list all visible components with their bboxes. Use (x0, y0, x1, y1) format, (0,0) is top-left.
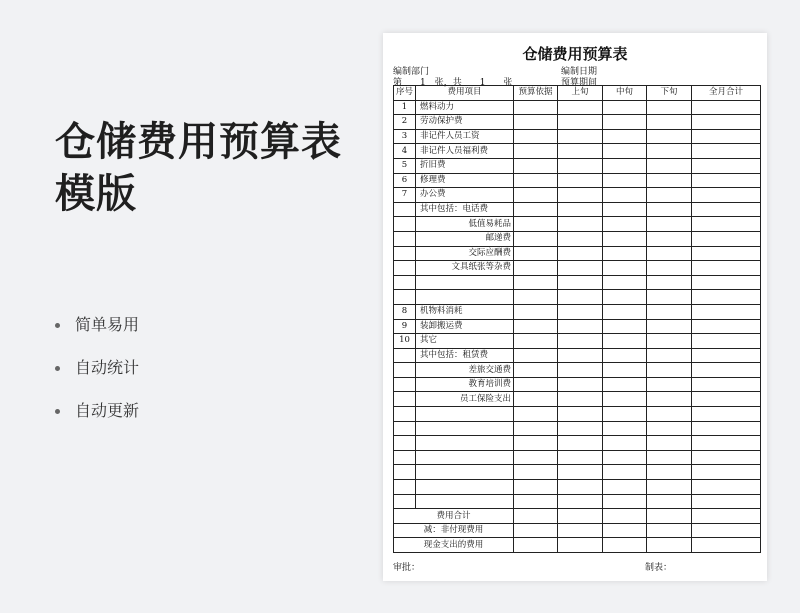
summary-label: 费用合计 (394, 509, 514, 524)
value-cell[interactable] (514, 421, 558, 436)
row-index (394, 261, 416, 276)
table-row (394, 392, 761, 407)
value-cell[interactable] (558, 377, 603, 392)
value-cell[interactable] (647, 319, 692, 334)
value-cell[interactable] (558, 275, 603, 290)
value-cell[interactable] (692, 348, 761, 363)
document-title: 仓储费用预算表 (522, 45, 628, 63)
value-cell[interactable] (647, 304, 692, 319)
table-row (394, 421, 761, 436)
value-cell[interactable] (647, 392, 692, 407)
value-cell[interactable] (647, 158, 692, 173)
value-cell[interactable] (558, 231, 603, 246)
value-cell[interactable] (514, 100, 558, 115)
value-cell[interactable] (603, 436, 647, 451)
value-cell[interactable] (514, 407, 558, 422)
value-cell[interactable] (514, 523, 558, 538)
row-item: 非记件人员工资 (416, 129, 514, 144)
row-index (394, 377, 416, 392)
value-cell[interactable] (692, 450, 761, 465)
slide-title-line1: 仓储费用预算表 (55, 119, 342, 165)
value-cell[interactable] (514, 480, 558, 495)
row-index (394, 436, 416, 451)
value-cell[interactable] (603, 334, 647, 349)
value-cell[interactable] (558, 436, 603, 451)
value-cell[interactable] (514, 465, 558, 480)
value-cell[interactable] (603, 100, 647, 115)
value-cell[interactable] (603, 290, 647, 305)
value-cell[interactable] (558, 246, 603, 261)
value-cell[interactable] (558, 465, 603, 480)
value-cell[interactable] (692, 158, 761, 173)
value-cell[interactable] (558, 290, 603, 305)
value-cell[interactable] (603, 363, 647, 378)
table-row (394, 363, 761, 378)
value-cell[interactable] (558, 480, 603, 495)
table-row (394, 407, 761, 422)
column-header: 下旬 (647, 86, 692, 101)
value-cell[interactable] (514, 290, 558, 305)
document-preview (383, 33, 767, 581)
value-cell[interactable] (692, 129, 761, 144)
value-cell[interactable] (514, 231, 558, 246)
value-cell[interactable] (603, 392, 647, 407)
value-cell[interactable] (514, 275, 558, 290)
value-cell[interactable] (603, 377, 647, 392)
maker-label: 制表： (645, 563, 673, 573)
value-cell[interactable] (647, 450, 692, 465)
value-cell[interactable] (647, 377, 692, 392)
value-cell[interactable] (558, 319, 603, 334)
row-item: 员工保险支出 (416, 392, 514, 407)
table-row (394, 129, 761, 144)
value-cell[interactable] (558, 304, 603, 319)
value-cell[interactable] (514, 363, 558, 378)
value-cell[interactable] (514, 158, 558, 173)
column-header: 上旬 (558, 86, 603, 101)
value-cell[interactable] (647, 538, 692, 553)
value-cell[interactable] (603, 407, 647, 422)
value-cell[interactable] (603, 158, 647, 173)
table-row (394, 158, 761, 173)
value-cell[interactable] (603, 304, 647, 319)
value-cell[interactable] (603, 246, 647, 261)
value-cell[interactable] (647, 188, 692, 203)
value-cell[interactable] (647, 421, 692, 436)
value-cell[interactable] (692, 465, 761, 480)
value-cell[interactable] (603, 188, 647, 203)
column-header: 序号 (394, 86, 416, 101)
slide-title (55, 116, 342, 220)
period-label: 预算期间 (561, 78, 598, 88)
value-cell[interactable] (558, 421, 603, 436)
row-index (394, 231, 416, 246)
value-cell[interactable] (514, 377, 558, 392)
value-cell[interactable] (514, 188, 558, 203)
value-cell[interactable] (558, 494, 603, 509)
row-item: 其中包括：租赁费 (416, 348, 514, 363)
table-row (394, 290, 761, 305)
value-cell[interactable] (603, 465, 647, 480)
table-row (394, 480, 761, 495)
value-cell[interactable] (603, 348, 647, 363)
value-cell[interactable] (692, 246, 761, 261)
row-item: 交际应酬费 (416, 246, 514, 261)
summary-label: 减：非付现费用 (394, 523, 514, 538)
row-item: 燃料动力 (416, 100, 514, 115)
value-cell[interactable] (514, 509, 558, 524)
table-row (394, 217, 761, 232)
row-index: 7 (394, 188, 416, 203)
feature-item: 自动更新 (55, 400, 139, 443)
row-item (416, 436, 514, 451)
value-cell[interactable] (558, 363, 603, 378)
row-item (416, 465, 514, 480)
value-cell[interactable] (558, 129, 603, 144)
column-header: 预算依据 (514, 86, 558, 101)
row-index (394, 480, 416, 495)
value-cell[interactable] (603, 129, 647, 144)
value-cell[interactable] (603, 509, 647, 524)
table-row (394, 334, 761, 349)
value-cell[interactable] (647, 231, 692, 246)
value-cell[interactable] (692, 421, 761, 436)
value-cell[interactable] (692, 392, 761, 407)
row-index (394, 392, 416, 407)
value-cell[interactable] (514, 319, 558, 334)
value-cell[interactable] (558, 173, 603, 188)
value-cell[interactable] (558, 523, 603, 538)
row-index: 10 (394, 334, 416, 349)
budget-table (393, 85, 761, 553)
row-item (416, 407, 514, 422)
value-cell[interactable] (647, 334, 692, 349)
value-cell[interactable] (558, 188, 603, 203)
row-item: 劳动保护费 (416, 115, 514, 130)
table-row (394, 377, 761, 392)
table-row (394, 436, 761, 451)
row-index: 5 (394, 158, 416, 173)
row-item: 修理费 (416, 173, 514, 188)
feature-item: 简单易用 (55, 314, 139, 357)
value-cell[interactable] (692, 115, 761, 130)
value-cell[interactable] (647, 363, 692, 378)
value-cell[interactable] (603, 144, 647, 159)
value-cell[interactable] (692, 494, 761, 509)
value-cell[interactable] (647, 246, 692, 261)
table-row (394, 275, 761, 290)
value-cell[interactable] (692, 523, 761, 538)
value-cell[interactable] (692, 275, 761, 290)
value-cell[interactable] (647, 144, 692, 159)
table-header-row (394, 86, 761, 101)
value-cell[interactable] (558, 115, 603, 130)
value-cell[interactable] (558, 144, 603, 159)
value-cell[interactable] (558, 261, 603, 276)
row-item: 邮递费 (416, 231, 514, 246)
summary-label: 现金支出的费用 (394, 538, 514, 553)
value-cell[interactable] (603, 450, 647, 465)
value-cell[interactable] (558, 509, 603, 524)
row-item (416, 480, 514, 495)
value-cell[interactable] (558, 334, 603, 349)
table-row (394, 465, 761, 480)
value-cell[interactable] (692, 231, 761, 246)
table-row (394, 348, 761, 363)
table-row (394, 319, 761, 334)
value-cell[interactable] (692, 144, 761, 159)
page-info: 第 1 张，共 1 张 (393, 78, 513, 88)
value-cell[interactable] (647, 115, 692, 130)
value-cell[interactable] (558, 538, 603, 553)
value-cell[interactable] (692, 407, 761, 422)
row-index (394, 290, 416, 305)
value-cell[interactable] (647, 494, 692, 509)
table-row (394, 450, 761, 465)
dept-label: 编制部门 (393, 67, 430, 77)
value-cell[interactable] (692, 377, 761, 392)
value-cell[interactable] (647, 290, 692, 305)
value-cell[interactable] (692, 188, 761, 203)
feature-item: 自动统计 (55, 357, 139, 400)
table-row (394, 173, 761, 188)
value-cell[interactable] (603, 275, 647, 290)
row-index (394, 275, 416, 290)
row-item: 办公费 (416, 188, 514, 203)
bullet-icon (55, 409, 60, 414)
value-cell[interactable] (514, 436, 558, 451)
row-index: 2 (394, 115, 416, 130)
value-cell[interactable] (603, 319, 647, 334)
value-cell[interactable] (558, 450, 603, 465)
summary-row (394, 523, 761, 538)
value-cell[interactable] (692, 538, 761, 553)
row-item (416, 275, 514, 290)
value-cell[interactable] (692, 304, 761, 319)
value-cell[interactable] (558, 348, 603, 363)
bullet-icon (55, 366, 60, 371)
value-cell[interactable] (558, 202, 603, 217)
value-cell[interactable] (603, 480, 647, 495)
value-cell[interactable] (514, 334, 558, 349)
value-cell[interactable] (603, 217, 647, 232)
value-cell[interactable] (603, 202, 647, 217)
value-cell[interactable] (514, 392, 558, 407)
row-item: 差旅交通费 (416, 363, 514, 378)
value-cell[interactable] (647, 261, 692, 276)
value-cell[interactable] (514, 144, 558, 159)
value-cell[interactable] (692, 173, 761, 188)
value-cell[interactable] (647, 129, 692, 144)
value-cell[interactable] (603, 421, 647, 436)
table-row (394, 202, 761, 217)
row-item: 低值易耗品 (416, 217, 514, 232)
value-cell[interactable] (603, 115, 647, 130)
column-header: 中旬 (603, 86, 647, 101)
value-cell[interactable] (514, 115, 558, 130)
value-cell[interactable] (647, 217, 692, 232)
summary-row (394, 509, 761, 524)
table-row (394, 144, 761, 159)
value-cell[interactable] (647, 509, 692, 524)
value-cell[interactable] (603, 523, 647, 538)
row-index (394, 246, 416, 261)
table-row (394, 494, 761, 509)
row-item: 非记件人员福利费 (416, 144, 514, 159)
value-cell[interactable] (514, 261, 558, 276)
value-cell[interactable] (514, 538, 558, 553)
row-index: 4 (394, 144, 416, 159)
value-cell[interactable] (514, 304, 558, 319)
value-cell[interactable] (692, 261, 761, 276)
row-item: 机物料消耗 (416, 304, 514, 319)
row-item: 教育培训费 (416, 377, 514, 392)
value-cell[interactable] (558, 158, 603, 173)
row-item: 其中包括：电话费 (416, 202, 514, 217)
row-index: 1 (394, 100, 416, 115)
row-index: 3 (394, 129, 416, 144)
value-cell[interactable] (692, 363, 761, 378)
value-cell[interactable] (647, 348, 692, 363)
row-item: 装卸搬运费 (416, 319, 514, 334)
value-cell[interactable] (603, 261, 647, 276)
row-index (394, 465, 416, 480)
value-cell[interactable] (647, 436, 692, 451)
value-cell[interactable] (692, 436, 761, 451)
value-cell[interactable] (692, 509, 761, 524)
value-cell[interactable] (692, 100, 761, 115)
value-cell[interactable] (647, 465, 692, 480)
feature-list (55, 314, 139, 443)
row-item (416, 494, 514, 509)
value-cell[interactable] (692, 334, 761, 349)
value-cell[interactable] (692, 480, 761, 495)
row-item (416, 421, 514, 436)
value-cell[interactable] (558, 407, 603, 422)
row-index: 9 (394, 319, 416, 334)
row-index (394, 421, 416, 436)
table-row (394, 188, 761, 203)
value-cell[interactable] (514, 246, 558, 261)
value-cell[interactable] (603, 494, 647, 509)
value-cell[interactable] (514, 129, 558, 144)
table-row (394, 261, 761, 276)
value-cell[interactable] (692, 217, 761, 232)
row-index (394, 348, 416, 363)
value-cell[interactable] (514, 217, 558, 232)
value-cell[interactable] (603, 538, 647, 553)
table-row (394, 304, 761, 319)
row-item: 折旧费 (416, 158, 514, 173)
value-cell[interactable] (647, 407, 692, 422)
value-cell[interactable] (514, 494, 558, 509)
value-cell[interactable] (558, 217, 603, 232)
row-index (394, 217, 416, 232)
row-index (394, 363, 416, 378)
value-cell[interactable] (647, 173, 692, 188)
table-row (394, 246, 761, 261)
bullet-icon (55, 323, 60, 328)
value-cell[interactable] (603, 173, 647, 188)
slide-title-line2: 模版 (55, 171, 137, 217)
row-index: 6 (394, 173, 416, 188)
value-cell[interactable] (647, 275, 692, 290)
value-cell[interactable] (647, 523, 692, 538)
summary-row (394, 538, 761, 553)
row-item: 文具纸张等杂费 (416, 261, 514, 276)
row-index (394, 450, 416, 465)
table-row (394, 100, 761, 115)
value-cell[interactable] (692, 202, 761, 217)
value-cell[interactable] (647, 480, 692, 495)
value-cell[interactable] (514, 348, 558, 363)
approve-label: 审批： (393, 563, 421, 573)
value-cell[interactable] (558, 392, 603, 407)
value-cell[interactable] (647, 100, 692, 115)
row-item (416, 450, 514, 465)
date-label: 编制日期 (561, 67, 598, 77)
row-item: 其它 (416, 334, 514, 349)
value-cell[interactable] (647, 202, 692, 217)
row-item (416, 290, 514, 305)
column-header: 费用项目 (416, 86, 514, 101)
row-index: 8 (394, 304, 416, 319)
row-index (394, 494, 416, 509)
value-cell[interactable] (514, 202, 558, 217)
row-index (394, 407, 416, 422)
table-row (394, 231, 761, 246)
value-cell[interactable] (692, 290, 761, 305)
table-row (394, 115, 761, 130)
column-header: 全月合计 (692, 86, 761, 101)
value-cell[interactable] (603, 231, 647, 246)
value-cell[interactable] (514, 450, 558, 465)
value-cell[interactable] (514, 173, 558, 188)
value-cell[interactable] (692, 319, 761, 334)
row-index (394, 202, 416, 217)
value-cell[interactable] (558, 100, 603, 115)
